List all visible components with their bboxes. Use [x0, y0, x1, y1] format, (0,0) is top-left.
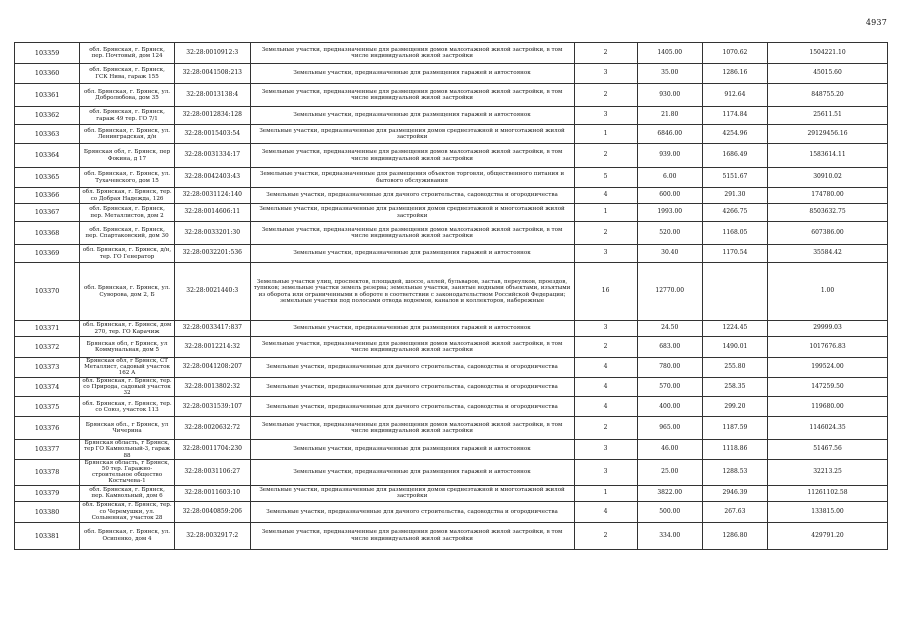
address-cell: обл. Брянская, г. Брянск, тер. со Добрая Надежда, 126	[80, 188, 175, 204]
land-use-cell: Земельные участки, предназначенные для размещения домов малоэтажной жилой застройки, в том числе индивидуальной жилой застройки	[250, 222, 574, 245]
land-parcels-table	[14, 42, 888, 550]
unit-value-cell: 1686.49	[702, 144, 767, 168]
cadastral-value-cell: 174780.00	[768, 188, 888, 204]
address-cell: обл. Брянская, г. Брянск, тер. со Природа, садовый участок 32	[80, 377, 175, 397]
cadastral-value-cell: 1146024.35	[768, 417, 888, 440]
row-id-cell: 103377	[15, 440, 80, 460]
table-row	[15, 144, 888, 168]
category-code-cell: 2	[574, 522, 637, 549]
unit-value-cell: 1288.53	[702, 459, 767, 485]
unit-value-cell: 1286.16	[702, 64, 767, 84]
table-row	[15, 397, 888, 417]
table-row	[15, 377, 888, 397]
category-code-cell: 3	[574, 321, 637, 337]
address-cell: Брянская обл, г Брянск, ул Коммунальная, дом 5	[80, 337, 175, 358]
table-row	[15, 522, 888, 549]
land-use-cell: Земельные участки, предназначенные для размещения домов среднеэтажной и многоэтажной жилой застройки	[250, 125, 574, 144]
land-use-cell: Земельные участки, предназначенные для дачного строительства, садоводства и огородничества	[250, 397, 574, 417]
land-use-cell: Земельные участки, предназначенные для размещения домов малоэтажной жилой застройки, в том числе индивидуальной жилой застройки	[250, 43, 574, 64]
row-id-cell: 103367	[15, 204, 80, 222]
area-cell: 30.40	[637, 245, 702, 263]
area-cell: 939.00	[637, 144, 702, 168]
cadastral-number-cell: 32:28:0011704:230	[174, 440, 250, 460]
address-cell: Брянская область, г Брянск, 50 тер. Гаражно-строительное общество Костычева-1	[80, 459, 175, 485]
area-cell: 3822.00	[637, 485, 702, 501]
table-body	[15, 43, 888, 550]
land-use-cell: Земельные участки, предназначенные для размещения гаражей и автостоянок	[250, 245, 574, 263]
category-code-cell: 2	[574, 43, 637, 64]
row-id-cell: 103374	[15, 377, 80, 397]
cadastral-number-cell: 32:28:0040859:206	[174, 501, 250, 522]
cadastral-value-cell: 133815.00	[768, 501, 888, 522]
table-row	[15, 440, 888, 460]
cadastral-number-cell: 32:28:0015403:54	[174, 125, 250, 144]
table-row	[15, 188, 888, 204]
land-use-cell: Земельные участки, предназначенные для размещения домов малоэтажной жилой застройки, в том числе индивидуальной жилой застройки	[250, 417, 574, 440]
cadastral-number-cell: 32:28:0041208:207	[174, 358, 250, 378]
area-cell: 334.00	[637, 522, 702, 549]
cadastral-number-cell: 32:28:0041508:213	[174, 64, 250, 84]
cadastral-number-cell: 32:28:0033417:837	[174, 321, 250, 337]
unit-value-cell: 1490.01	[702, 337, 767, 358]
unit-value-cell: 2946.39	[702, 485, 767, 501]
row-id-cell: 103373	[15, 358, 80, 378]
area-cell: 683.00	[637, 337, 702, 358]
unit-value-cell: 1174.84	[702, 107, 767, 125]
unit-value-cell: 267.63	[702, 501, 767, 522]
cadastral-number-cell: 32:28:0031124:140	[174, 188, 250, 204]
category-code-cell: 2	[574, 337, 637, 358]
address-cell: обл. Брянская, г. Брянск, д/н, тер. ГО Генератор	[80, 245, 175, 263]
row-id-cell: 103379	[15, 485, 80, 501]
cadastral-number-cell: 32:28:0021440:3	[174, 263, 250, 321]
unit-value-cell: 4254.96	[702, 125, 767, 144]
address-cell: Брянская обл, г Брянск, СТ Металлист, садовый участок 162 А	[80, 358, 175, 378]
unit-value-cell: 255.80	[702, 358, 767, 378]
category-code-cell: 4	[574, 501, 637, 522]
address-cell: обл. Брянская, г. Брянск, тер. со Черемушки, ул. Сольвенная, участок 28	[80, 501, 175, 522]
cadastral-value-cell: 199524.00	[768, 358, 888, 378]
cadastral-value-cell: 51467.56	[768, 440, 888, 460]
cadastral-value-cell: 32213.25	[768, 459, 888, 485]
address-cell: обл. Брянская, г. Брянск, ул. Тухачевского, дом 15	[80, 168, 175, 188]
cadastral-value-cell: 1.00	[768, 263, 888, 321]
address-cell: обл. Брянская, г. Брянск, пер. Металлистов, дом 2	[80, 204, 175, 222]
land-use-cell: Земельные участки, предназначенные для дачного строительства, садоводства и огородничества	[250, 358, 574, 378]
cadastral-value-cell: 1017676.83	[768, 337, 888, 358]
cadastral-number-cell: 32:28:0014606:11	[174, 204, 250, 222]
land-use-cell: Земельные участки, предназначенные для размещения домов среднеэтажной и многоэтажной жилой застройки	[250, 204, 574, 222]
row-id-cell: 103359	[15, 43, 80, 64]
area-cell: 520.00	[637, 222, 702, 245]
area-cell: 600.00	[637, 188, 702, 204]
row-id-cell: 103378	[15, 459, 80, 485]
unit-value-cell: 1187.59	[702, 417, 767, 440]
address-cell: обл. Брянская, г. Брянск, пер. Почтовый, дом 124	[80, 43, 175, 64]
land-use-cell: Земельные участки, предназначенные для размещения гаражей и автостоянок	[250, 64, 574, 84]
area-cell: 965.00	[637, 417, 702, 440]
table-row	[15, 321, 888, 337]
unit-value-cell: 1118.86	[702, 440, 767, 460]
category-code-cell: 1	[574, 125, 637, 144]
category-code-cell: 2	[574, 222, 637, 245]
category-code-cell: 4	[574, 188, 637, 204]
row-id-cell: 103360	[15, 64, 80, 84]
category-code-cell: 5	[574, 168, 637, 188]
cadastral-number-cell: 32:28:0013138:4	[174, 84, 250, 107]
row-id-cell: 103368	[15, 222, 80, 245]
address-cell: Брянская обл., г Брянск, ул Чичерина	[80, 417, 175, 440]
area-cell: 6.00	[637, 168, 702, 188]
cadastral-number-cell: 32:28:0031106:27	[174, 459, 250, 485]
table-row	[15, 222, 888, 245]
unit-value-cell: 1224.45	[702, 321, 767, 337]
land-use-cell: Земельные участки, предназначенные для размещения домов среднеэтажной и многоэтажной жилой застройки	[250, 485, 574, 501]
cadastral-value-cell: 29129456.16	[768, 125, 888, 144]
unit-value-cell: 291.30	[702, 188, 767, 204]
address-cell: обл. Брянская, г. Брянск, ул. Добролюбова, дом 35	[80, 84, 175, 107]
address-cell: обл. Брянская, г. Брянск, ул. Ленинградская, д/н	[80, 125, 175, 144]
table-row	[15, 459, 888, 485]
address-cell: обл. Брянская, г. Брянск, дом 270, тер. ГО Карачиж	[80, 321, 175, 337]
area-cell: 21.80	[637, 107, 702, 125]
cadastral-number-cell: 32:28:0031334:17	[174, 144, 250, 168]
area-cell: 12770.00	[637, 263, 702, 321]
row-id-cell: 103372	[15, 337, 80, 358]
table-row	[15, 358, 888, 378]
land-use-cell: Земельные участки, предназначенные для размещения гаражей и автостоянок	[250, 107, 574, 125]
cadastral-number-cell: 32:28:0032917:2	[174, 522, 250, 549]
area-cell: 570.00	[637, 377, 702, 397]
cadastral-value-cell: 607386.00	[768, 222, 888, 245]
land-use-cell: Земельные участки, предназначенные для размещения гаражей и автостоянок	[250, 459, 574, 485]
unit-value-cell: 1168.05	[702, 222, 767, 245]
address-cell: обл. Брянская, г. Брянск, ГСК Нива, гараж 155	[80, 64, 175, 84]
table-row	[15, 337, 888, 358]
land-use-cell: Земельные участки, предназначенные для размещения домов малоэтажной жилой застройки, в том числе индивидуальной жилой застройки	[250, 84, 574, 107]
cadastral-number-cell: 32:28:0010912:3	[174, 43, 250, 64]
unit-value-cell: 1070.62	[702, 43, 767, 64]
cadastral-value-cell: 11261102.58	[768, 485, 888, 501]
row-id-cell: 103371	[15, 321, 80, 337]
table-row	[15, 168, 888, 188]
row-id-cell: 103381	[15, 522, 80, 549]
category-code-cell: 2	[574, 144, 637, 168]
row-id-cell: 103363	[15, 125, 80, 144]
address-cell: обл. Брянская, г. Брянск, ул. Осипенко, дом 4	[80, 522, 175, 549]
area-cell: 35.00	[637, 64, 702, 84]
table-row	[15, 263, 888, 321]
area-cell: 24.50	[637, 321, 702, 337]
cadastral-value-cell: 29999.03	[768, 321, 888, 337]
cadastral-value-cell: 1583614.11	[768, 144, 888, 168]
page-number: 4937	[865, 18, 887, 27]
row-id-cell: 103366	[15, 188, 80, 204]
category-code-cell: 2	[574, 84, 637, 107]
category-code-cell: 3	[574, 440, 637, 460]
category-code-cell: 4	[574, 377, 637, 397]
category-code-cell: 3	[574, 107, 637, 125]
land-use-cell: Земельные участки, предназначенные для размещения объектов торговли, общественного питания и бытового обслуживания	[250, 168, 574, 188]
table-row	[15, 204, 888, 222]
cadastral-value-cell: 45015.60	[768, 64, 888, 84]
table-row	[15, 501, 888, 522]
cadastral-value-cell: 147259.50	[768, 377, 888, 397]
category-code-cell: 4	[574, 358, 637, 378]
unit-value-cell: 299.20	[702, 397, 767, 417]
category-code-cell: 2	[574, 417, 637, 440]
area-cell: 930.00	[637, 84, 702, 107]
unit-value-cell	[702, 263, 767, 321]
unit-value-cell: 1170.54	[702, 245, 767, 263]
row-id-cell: 103361	[15, 84, 80, 107]
unit-value-cell: 5151.67	[702, 168, 767, 188]
table-row	[15, 84, 888, 107]
table-row	[15, 485, 888, 501]
area-cell: 46.00	[637, 440, 702, 460]
address-cell: обл. Брянская, г. Брянск, ул. Суворова, дом 2, Б	[80, 263, 175, 321]
cadastral-value-cell: 8503632.75	[768, 204, 888, 222]
category-code-cell: 3	[574, 245, 637, 263]
cadastral-number-cell: 32:28:0033201:30	[174, 222, 250, 245]
cadastral-number-cell: 32:28:0020632:72	[174, 417, 250, 440]
row-id-cell: 103375	[15, 397, 80, 417]
category-code-cell: 1	[574, 485, 637, 501]
cadastral-number-cell: 32:28:0032201:536	[174, 245, 250, 263]
address-cell: обл. Брянская, г. Брянск, пер. Камвольный, дом 6	[80, 485, 175, 501]
address-cell: обл. Брянская, г. Брянск, тер. со Союз, участок 113	[80, 397, 175, 417]
address-cell: Брянская область, г Брянск, тер ГО Камвольный-3, гараж 88	[80, 440, 175, 460]
category-code-cell: 16	[574, 263, 637, 321]
table-row	[15, 43, 888, 64]
row-id-cell: 103369	[15, 245, 80, 263]
table-row	[15, 107, 888, 125]
cadastral-value-cell: 25611.51	[768, 107, 888, 125]
table-row	[15, 64, 888, 84]
land-use-cell: Земельные участки, предназначенные для размещения гаражей и автостоянок	[250, 321, 574, 337]
address-cell: обл. Брянская, г. Брянск, гараж 49 тер. ГО 7/1	[80, 107, 175, 125]
category-code-cell: 4	[574, 397, 637, 417]
category-code-cell: 1	[574, 204, 637, 222]
unit-value-cell: 258.35	[702, 377, 767, 397]
row-id-cell: 103364	[15, 144, 80, 168]
unit-value-cell: 1286.80	[702, 522, 767, 549]
cadastral-value-cell: 429791.20	[768, 522, 888, 549]
cadastral-value-cell: 848755.20	[768, 84, 888, 107]
cadastral-number-cell: 32:28:0013802:32	[174, 377, 250, 397]
category-code-cell: 3	[574, 459, 637, 485]
row-id-cell: 103362	[15, 107, 80, 125]
land-use-cell: Земельные участки, предназначенные для дачного строительства, садоводства и огородничества	[250, 377, 574, 397]
table-row	[15, 245, 888, 263]
cadastral-number-cell: 32:28:0042403:43	[174, 168, 250, 188]
row-id-cell: 103370	[15, 263, 80, 321]
land-use-cell: Земельные участки, предназначенные для размещения домов малоэтажной жилой застройки, в том числе индивидуальной жилой застройки	[250, 144, 574, 168]
table-row	[15, 125, 888, 144]
row-id-cell: 103380	[15, 501, 80, 522]
cadastral-value-cell: 30910.02	[768, 168, 888, 188]
row-id-cell: 103376	[15, 417, 80, 440]
land-use-cell: Земельные участки, предназначенные для размещения гаражей и автостоянок	[250, 440, 574, 460]
area-cell: 6846.00	[637, 125, 702, 144]
cadastral-value-cell: 35584.42	[768, 245, 888, 263]
area-cell: 780.00	[637, 358, 702, 378]
land-use-cell: Земельные участки улиц, проспектов, площадей, шоссе, аллей, бульваров, застав, переулков, проездов, тупиков; земельные участки земель резерва; земельные участки, занятые водными объектами, изъятыми из оборота или ограниченными в обороте в соответствии с законодательством Российской Федерации; земельные участки под полосами отвода водоемов, каналов и коллекторов, набережные	[250, 263, 574, 321]
table-row	[15, 417, 888, 440]
category-code-cell: 3	[574, 64, 637, 84]
land-use-cell: Земельные участки, предназначенные для дачного строительства, садоводства и огородничества	[250, 501, 574, 522]
land-use-cell: Земельные участки, предназначенные для размещения домов малоэтажной жилой застройки, в том числе индивидуальной жилой застройки	[250, 522, 574, 549]
cadastral-number-cell: 32:28:0011603:10	[174, 485, 250, 501]
area-cell: 400.00	[637, 397, 702, 417]
cadastral-number-cell: 32:28:0012834:128	[174, 107, 250, 125]
land-use-cell: Земельные участки, предназначенные для размещения домов малоэтажной жилой застройки, в том числе индивидуальной жилой застройки	[250, 337, 574, 358]
cadastral-number-cell: 32:28:0031539:107	[174, 397, 250, 417]
unit-value-cell: 912.64	[702, 84, 767, 107]
land-use-cell: Земельные участки, предназначенные для дачного строительства, садоводства и огородничества	[250, 188, 574, 204]
unit-value-cell: 4266.75	[702, 204, 767, 222]
address-cell: обл. Брянская, г. Брянск, пер. Спартаковский, дом 30	[80, 222, 175, 245]
area-cell: 500.00	[637, 501, 702, 522]
cadastral-value-cell: 1504221.10	[768, 43, 888, 64]
area-cell: 1405.00	[637, 43, 702, 64]
address-cell: Брянская обл, г. Брянск, пер Фокина, д 17	[80, 144, 175, 168]
cadastral-value-cell: 119680.00	[768, 397, 888, 417]
area-cell: 25.00	[637, 459, 702, 485]
row-id-cell: 103365	[15, 168, 80, 188]
area-cell: 1993.00	[637, 204, 702, 222]
cadastral-number-cell: 32:28:0012214:32	[174, 337, 250, 358]
